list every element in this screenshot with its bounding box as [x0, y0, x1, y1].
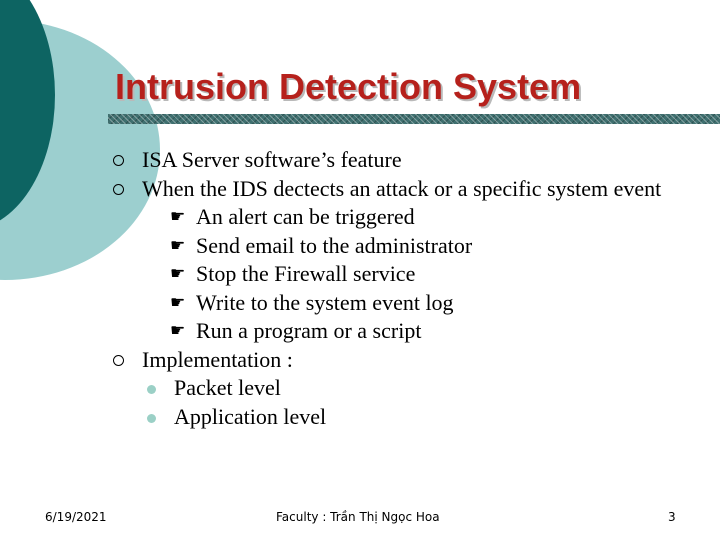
hollow-circle-icon [113, 184, 124, 195]
action-text: Send email to the administrator [196, 232, 473, 258]
bullet-item [112, 346, 672, 375]
level-text: Packet level [174, 375, 281, 400]
action-item [112, 203, 672, 232]
action-item [112, 289, 672, 318]
level-item [112, 403, 672, 432]
bullet-item [112, 175, 672, 204]
level-text: Application level [174, 403, 327, 429]
bullet-item [112, 146, 672, 175]
pointing-hand-icon: ☛ [170, 292, 186, 313]
bullet-text: Implementation : [142, 346, 293, 372]
hollow-circle-icon [113, 155, 124, 166]
level-item [112, 374, 672, 403]
bullet-text: ISA Server software’s feature [142, 147, 402, 172]
action-item [112, 317, 672, 346]
pointing-hand-icon: ☛ [170, 235, 186, 256]
action-text: Write to the system event log [196, 289, 454, 315]
bullet-text: When the IDS dectects an attack or a specific system event [142, 175, 662, 201]
hollow-circle-icon [113, 355, 124, 366]
pointing-hand-icon: ☛ [170, 207, 186, 227]
slide-content [112, 146, 672, 431]
action-item [112, 260, 672, 289]
dot-bullet-icon [147, 414, 156, 423]
pointing-hand-icon: ☛ [170, 264, 186, 284]
action-text: Stop the Firewall service [196, 261, 416, 286]
footer-date: 6/19/2021 [45, 510, 107, 524]
footer-author: Faculty : Trần Thị Ngọc Hoa [276, 510, 440, 524]
action-text: Run a program or a script [196, 318, 422, 343]
action-text: An alert can be triggered [196, 204, 415, 229]
action-item [112, 232, 672, 261]
pointing-hand-icon: ☛ [170, 321, 186, 341]
slide-number: 3 [668, 510, 676, 524]
title-underline-bar [108, 114, 720, 124]
slide-title: Intrusion Detection System [115, 66, 582, 107]
dot-bullet-icon [147, 385, 156, 394]
